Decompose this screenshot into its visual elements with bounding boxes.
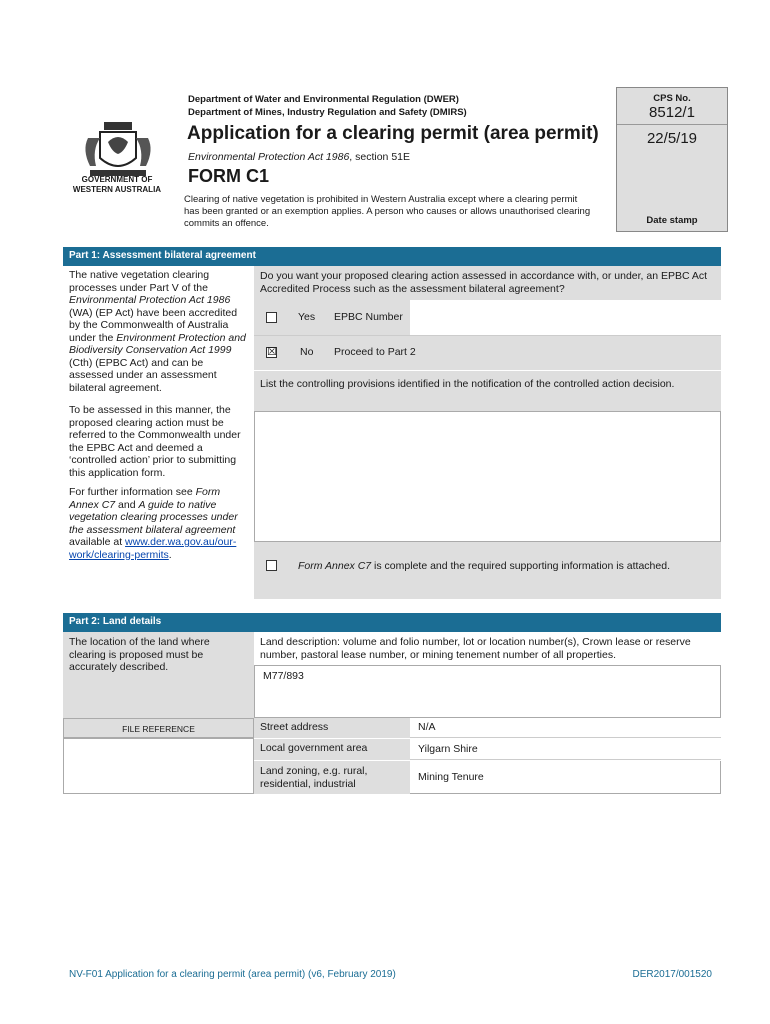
department-names: Department of Water and Environmental Regulation (DWER) Department of Mines, Industry Regulation and Safety (DMIRS): [188, 94, 467, 118]
epbc-question: Do you want your proposed clearing action assessed in accordance with, or under, an EPBC Act Accredited Process such as the assessment bilateral agreement?: [254, 266, 721, 300]
no-checkbox-checked[interactable]: ☒: [267, 346, 277, 358]
cps-box: [616, 87, 728, 232]
land-zoning-label: Land zoning, e.g. rural, residential, industrial: [254, 761, 410, 794]
date-stamp-label: Date stamp: [646, 215, 698, 226]
annex-checkbox[interactable]: [266, 560, 277, 571]
proceed-part2-label: Proceed to Part 2: [334, 346, 416, 358]
controlling-provisions-field[interactable]: [254, 411, 721, 542]
form-code: FORM C1: [188, 166, 269, 186]
annex-statement: Form Annex C7 is complete and the required supporting information is attached.: [298, 560, 670, 572]
land-description-label: Land description: volume and folio number, lot or location number(s), Crown lease or reserve number, pastoral lease number, or mining tenement number of all properties.: [260, 636, 691, 661]
land-zoning-value[interactable]: Mining Tenure: [410, 761, 721, 794]
part1-left-column: [63, 266, 254, 599]
act-reference: Environmental Protection Act 1986, section 51E: [188, 151, 410, 163]
annex-row: [254, 542, 721, 599]
no-label: No: [300, 346, 314, 358]
yes-row: [254, 300, 721, 336]
part1-left-para3: For further information see Form Annex C7 and A guide to native vegetation clearing processes under the assessment bilateral agreement available at www.der.wa.gov.au/our-work/clearing-permits.: [69, 486, 238, 561]
file-reference-field[interactable]: [63, 738, 254, 794]
part1-header: Part 1: Assessment bilateral agreement: [63, 247, 721, 266]
yes-label: Yes: [298, 311, 316, 323]
cps-number: 8512/1: [649, 104, 695, 121]
footer-form-reference: NV-F01 Application for a clearing permit (area permit) (v6, February 2019): [69, 969, 396, 980]
cps-divider: [617, 124, 727, 125]
part2-left-text: The location of the land where clearing is proposed must be accurately described.: [63, 632, 254, 718]
no-row: [254, 336, 721, 370]
footer-document-number: DER2017/001520: [632, 969, 712, 980]
cps-label: CPS No.: [653, 93, 691, 104]
intro-text: Clearing of native vegetation is prohibited in Western Australia except where a clearing permit has been granted or an exemption applies. A person who causes or allows unauthorised clearing commits an offence.: [184, 194, 591, 229]
street-address-label: Street address: [254, 718, 410, 738]
local-government-value[interactable]: Yilgarn Shire: [410, 739, 721, 760]
file-reference-label: FILE REFERENCE: [63, 718, 254, 738]
cps-date: 22/5/19: [646, 130, 698, 147]
form-title: Application for a clearing permit (area permit): [187, 123, 599, 144]
government-label: GOVERNMENT OF WESTERN AUSTRALIA: [72, 175, 162, 194]
local-government-label: Local government area: [254, 739, 410, 760]
land-description-field[interactable]: M77/893: [254, 665, 721, 718]
street-address-value[interactable]: N/A: [410, 718, 721, 738]
part1-left-para2: To be assessed in this manner, the proposed clearing action must be referred to the Commonwealth under the EPBC Act and deemed a ‘controlled action’ prior to submitting this application form.: [69, 404, 241, 479]
part1-left-para1: The native vegetation clearing processes under Part V of the Environmental Protection Act 1986 (WA) (EP Act) have been accredited by the Commonwealth of Australia under the Environment Protection and Biodiversity Conservation Act 1999 (Cth) (EPBC Act) and can be assessed under an assessment bilateral agreement.: [69, 269, 246, 394]
epbc-number-label: EPBC Number: [334, 311, 403, 323]
part2-header: Part 2: Land details: [63, 613, 721, 632]
yes-checkbox[interactable]: [266, 312, 277, 323]
clearing-permits-link[interactable]: www.der.wa.gov.au/our-work/clearing-permits: [69, 536, 237, 561]
controlling-provisions-label: List the controlling provisions identified in the notification of the controlled action decision.: [254, 371, 721, 411]
